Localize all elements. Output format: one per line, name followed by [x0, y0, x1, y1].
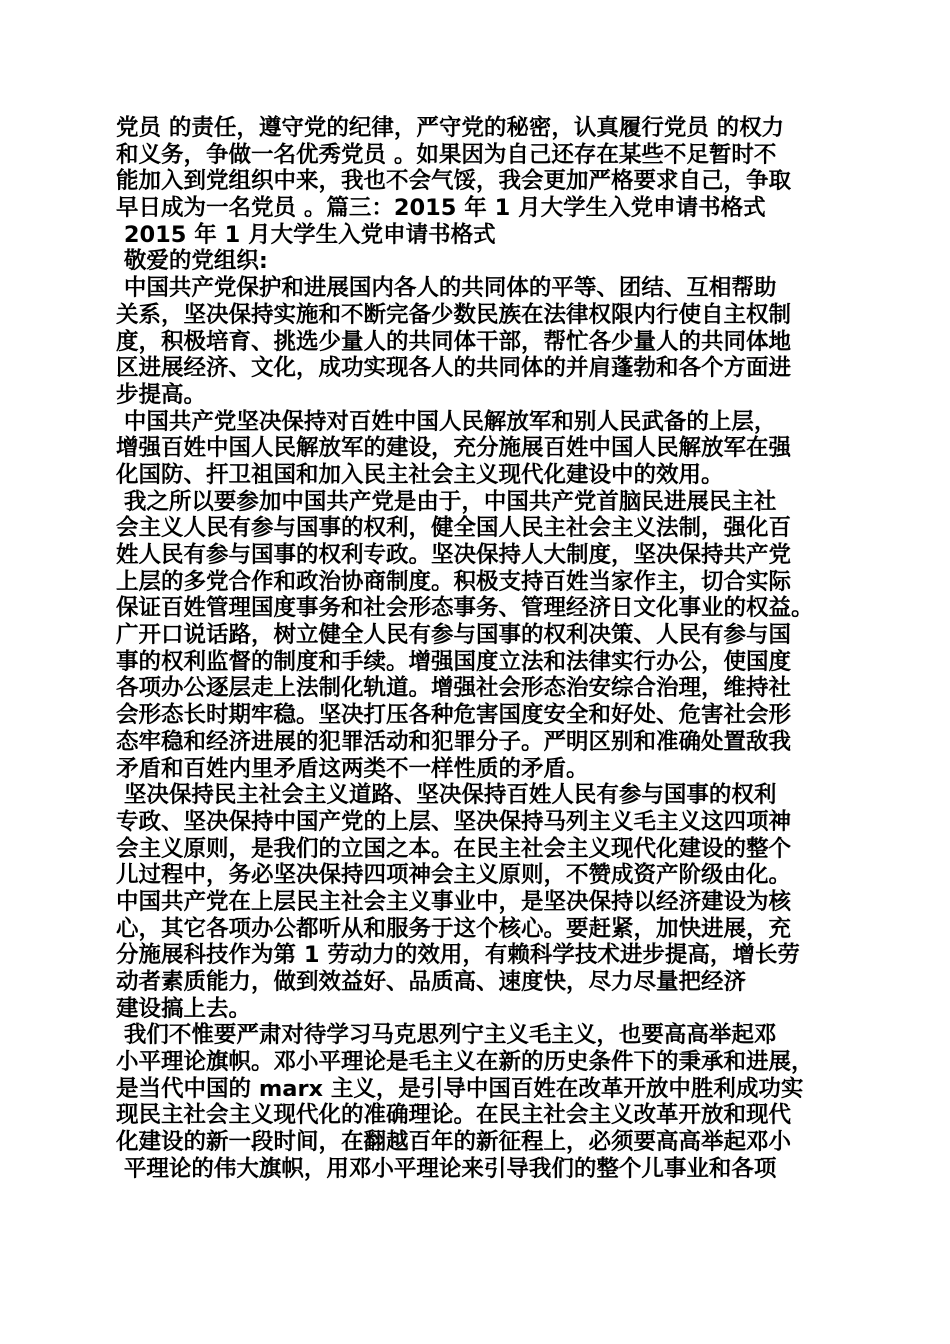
text-line: 中国共产党坚决保持对百姓中国人民解放军和别人民武备的上层， — [116, 408, 777, 435]
text-line: 各项办公逐层走上法制化轨道。增强社会形态治安综合治理，维持社 — [116, 675, 792, 702]
text-line: 平理论的伟大旗帜，用邓小平理论来引导我们的整个儿事业和各项 — [116, 1155, 777, 1182]
text-line: 中国共产党保护和进展国内各人的共同体的平等、团结、互相帮助 — [116, 275, 777, 302]
text-line: 建设搞上去。 — [116, 995, 252, 1022]
text-line: 步提高。 — [116, 381, 207, 408]
text-line: 会主义原则，是我们的立国之本。在民主社会主义现代化建设的整个 — [116, 835, 792, 862]
text-line: 中国共产党在上层民主社会主义事业中，是坚决保持以经济建设为核 — [116, 888, 792, 915]
text-line: 是当代中国的 marx 主义，是引导中国百姓在改革开放中胜利成功实 — [116, 1075, 804, 1102]
text-line: 矛盾和百姓内里矛盾这两类不一样性质的矛盾。 — [116, 755, 589, 782]
document-page — [116, 115, 846, 1183]
text-line: 我们不惟要严肃对待学习马克思列宁主义毛主义，也要高高举起邓 — [116, 1022, 777, 1049]
text-line: 广开口说话路，树立健全人民有参与国事的权利决策、人民有参与国 — [116, 622, 792, 649]
text-line: 分施展科技作为第 1 劳动力的效用，有赖科学技术进步提高，增长劳 — [116, 942, 800, 969]
text-line: 2015 年 1 月大学生入党申请书格式 — [116, 221, 496, 248]
text-line: 上层的多党合作和政治协商制度。积极支持百姓当家作主，切合实际 — [116, 568, 792, 595]
text-line: 和义务，争做一名优秀党员 。如果因为自己还存在某些不足暂时不 — [116, 141, 777, 168]
text-line: 现民主社会主义现代化的准确理论。在民主社会主义改革开放和现代 — [116, 1102, 792, 1129]
text-line: 增强百姓中国人民解放军的建设，充分施展百姓中国人民解放军在强 — [116, 435, 792, 462]
text-line: 能加入到党组织中来，我也不会气馁，我会更加严格要求自己，争取 — [116, 168, 792, 195]
text-line: 敬爱的党组织: — [116, 248, 268, 275]
text-line: 小平理论旗帜。邓小平理论是毛主义在新的历史条件下的秉承和进展， — [116, 1049, 814, 1076]
text-line: 我之所以要参加中国共产党是由于，中国共产党首脑民进展民主社 — [116, 488, 777, 515]
text-line: 态牢稳和经济进展的犯罪活动和犯罪分子。严明区别和准确处置敌我 — [116, 728, 792, 755]
text-line: 化国防、扞卫祖国和加入民主社会主义现代化建设中的效用。 — [116, 461, 724, 488]
text-line: 化建设的新一段时间，在翻越百年的新征程上，必须要高高举起邓小 — [116, 1129, 792, 1156]
text-line: 心，其它各项办公都听从和服务于这个核心。要赶紧，加快进展，充 — [116, 915, 792, 942]
text-line: 坚决保持民主社会主义道路、坚决保持百姓人民有参与国事的权利 — [116, 782, 777, 809]
text-line: 动者素质能力，做到效益好、品质高、速度快，尽力尽量把经济 — [116, 969, 747, 995]
text-line: 事的权利监督的制度和手续。增强国度立法和法律实行办公，使国度 — [116, 648, 792, 675]
text-line: 区进展经济、文化，成功实现各人的共同体的并肩蓬勃和各个方面进 — [116, 355, 792, 382]
text-line: 关系，坚决保持实施和不断完备少数民族在法律权限内行使自主权制 — [116, 301, 792, 328]
text-line: 专政、坚决保持中国产党的上层、坚决保持马列主义毛主义这四项神 — [116, 808, 792, 835]
text-line: 会形态长时期牢稳。坚决打压各种危害国度安全和好处、危害社会形 — [116, 702, 792, 729]
text-line: 党员 的责任，遵守党的纪律，严守党的秘密，认真履行党员 的权力 — [116, 115, 785, 141]
text-line: 姓人民有参与国事的权利专政。坚决保持人大制度，坚决保持共产党 — [116, 542, 792, 568]
text-line: 儿过程中，务必坚决保持四项神会主义原则，不赞成资产阶级由化。 — [116, 862, 792, 889]
text-line: 度，积极培育、挑选少量人的共同体干部，帮忙各少量人的共同体地 — [116, 328, 792, 355]
text-line: 会主义人民有参与国事的权利，健全国人民主社会主义法制，强化百 — [116, 515, 792, 542]
text-line: 早日成为一名党员 。篇三：2015 年 1 月大学生入党申请书格式 — [116, 195, 766, 222]
text-line: 保证百姓管理国度事务和社会形态事务、管理经济日文化事业的权益。 — [116, 595, 814, 622]
